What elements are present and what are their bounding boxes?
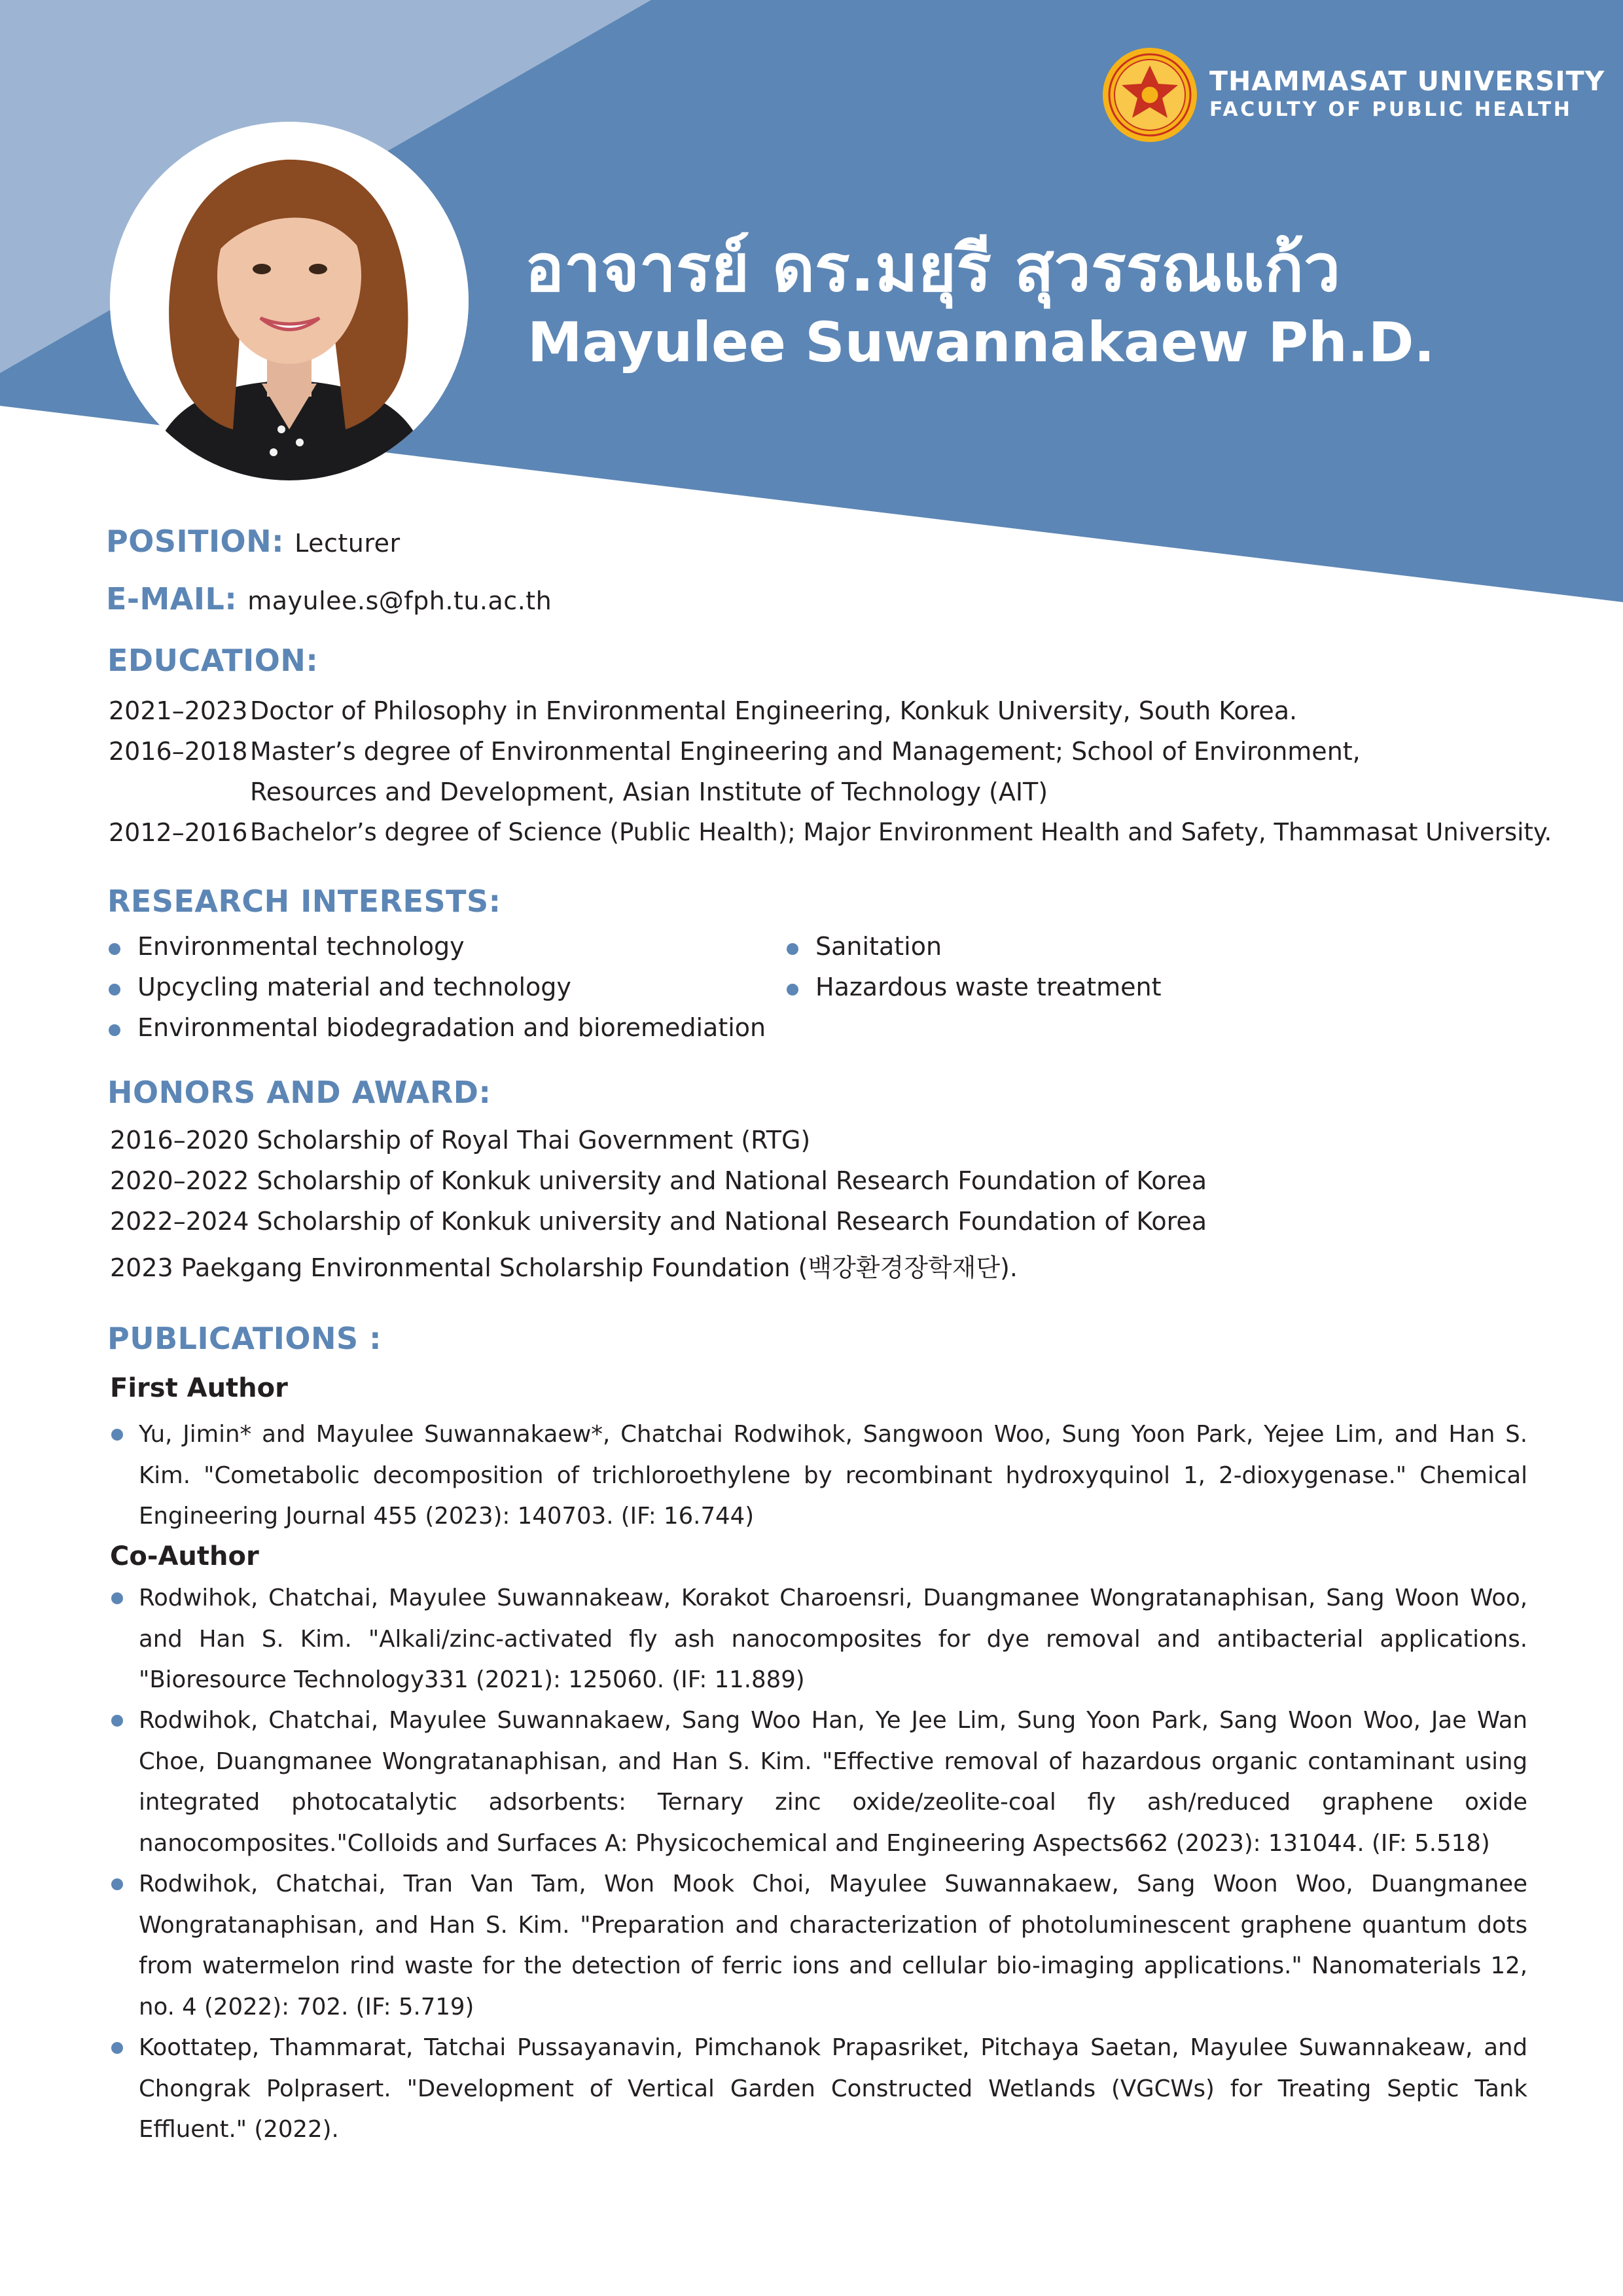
name-thai: อาจารย์ ดร.มยุรี สุวรรณแก้ว: [525, 230, 1341, 306]
education-years: 2012–2016: [109, 818, 248, 847]
honor-item: 2020–2022 Scholarship of Konkuk university and National Research Foundation of Korea: [110, 1166, 1207, 1195]
profile-photo: [110, 122, 469, 480]
education-text: Master’s degree of Environmental Engineering and Management; School of Environment,: [250, 737, 1361, 766]
research-item: Hazardous waste treatment: [815, 973, 1162, 1001]
research-heading: RESEARCH INTERESTS:: [107, 884, 501, 919]
bullet-icon: [787, 984, 798, 996]
bullet-icon: [787, 943, 798, 955]
university-branding: [1101, 46, 1605, 144]
publication-item: Rodwihok, Chatchai, Tran Van Tam, Won Mook Choi, Mayulee Suwannakaew, Sang Woon Woo, Duangmanee Wongratanaphisan, and Han S. Kim. "Preparation and characterization of photoluminescent graphene quantum dots from watermelon rind waste for the detection of ferric ions and cellular bio-imaging applications." Nanomaterials 12, no. 4 (2022): 702. (IF: 5.719): [139, 1871, 1527, 2020]
publication-item: Koottatep, Thammarat, Tatchai Pussayanavin, Pimchanok Prapasriket, Pitchaya Saetan, Mayulee Suwannakeaw, and Chongrak Polprasert. "Development of Vertical Garden Constructed Wetlands (VGCWs) for Treating Septic Tank Effluent." (2022).: [139, 2034, 1527, 2143]
position-row: [106, 524, 401, 559]
publications-heading: PUBLICATIONS :: [107, 1321, 382, 1356]
position-value: Lecturer: [294, 529, 401, 558]
portrait-illustration: [110, 122, 469, 480]
bullet-icon: [111, 2042, 123, 2054]
honor-item: 2023 Paekgang Environmental Scholarship Foundation (백강환경장학재단).: [110, 1253, 1018, 1282]
honors-heading: HONORS AND AWARD:: [107, 1075, 491, 1110]
education-text-continued: Resources and Development, Asian Institute of Technology (AIT): [250, 778, 1048, 806]
education-years: 2016–2018: [109, 737, 248, 766]
research-item: Environmental technology: [137, 932, 465, 961]
education-heading: EDUCATION:: [107, 643, 319, 678]
email-label: E-MAIL:: [106, 581, 238, 617]
publication-item: Rodwihok, Chatchai, Mayulee Suwannakeaw, Korakot Charoensri, Duangmanee Wongratanaphisan, Sang Woon Woo, and Han S. Kim. "Alkali/zinc-activated fly ash nanocomposites for dye removal and antibacterial applications. "Bioresource Technology331 (2021): 125060. (IF: 11.889): [139, 1585, 1527, 1693]
email-value[interactable]: mayulee.s@fph.tu.ac.th: [247, 586, 552, 615]
bullet-icon: [111, 1878, 123, 1890]
bullet-icon: [111, 1715, 123, 1727]
faculty-name: FACULTY OF PUBLIC HEALTH: [1209, 98, 1573, 121]
bullet-icon: [109, 943, 120, 955]
name-english: Mayulee Suwannakaew Ph.D.: [527, 310, 1435, 374]
co-author-heading: Co-Author: [110, 1541, 259, 1571]
education-years: 2021–2023: [109, 696, 248, 725]
research-item: Upcycling material and technology: [137, 973, 571, 1001]
publication-item: Rodwihok, Chatchai, Mayulee Suwannakaew, Sang Woo Han, Ye Jee Lim, Sung Yoon Park, Sang Woon Woo, Jae Wan Choe, Duangmanee Wongratanaphisan, and Han S. Kim. "Effective removal of hazardous organic contaminant using integrated photocatalytic adsorbents: Ternary zinc oxide/zeolite-coal fly ash/reduced graphene oxide nanocomposites."Colloids and Surfaces A: Physicochemical and Engineering Aspects662 (2023): 131044. (IF: 5.518): [139, 1707, 1527, 1857]
first-author-heading: First Author: [110, 1373, 288, 1403]
bullet-icon: [111, 1429, 123, 1441]
education-text: Bachelor’s degree of Science (Public Health); Major Environment Health and Safety, Thammasat University.: [250, 818, 1552, 846]
research-item: Environmental biodegradation and bioremediation: [137, 1013, 766, 1042]
university-name: THAMMASAT UNIVERSITY: [1209, 65, 1605, 97]
email-row: [106, 581, 552, 617]
education-text: Doctor of Philosophy in Environmental Engineering, Konkuk University, South Korea.: [250, 696, 1298, 725]
university-seal-icon: [1101, 46, 1199, 144]
position-label: POSITION:: [106, 524, 285, 559]
publication-item: Yu, Jimin* and Mayulee Suwannakaew*, Chatchai Rodwihok, Sangwoon Woo, Sung Yoon Park, Yejee Lim, and Han S. Kim. "Cometabolic decomposition of trichloroethylene by recombinant hydroxyquinol 1, 2-dioxygenase." Chemical Engineering Journal 455 (2023): 140703. (IF: 16.744): [139, 1421, 1527, 1530]
honor-item: 2016–2020 Scholarship of Royal Thai Government (RTG): [110, 1126, 811, 1155]
bullet-icon: [109, 1024, 120, 1036]
honor-item: 2022–2024 Scholarship of Konkuk university and National Research Foundation of Korea: [110, 1207, 1207, 1236]
research-item: Sanitation: [815, 932, 942, 961]
bullet-icon: [109, 984, 120, 996]
bullet-icon: [111, 1592, 123, 1604]
